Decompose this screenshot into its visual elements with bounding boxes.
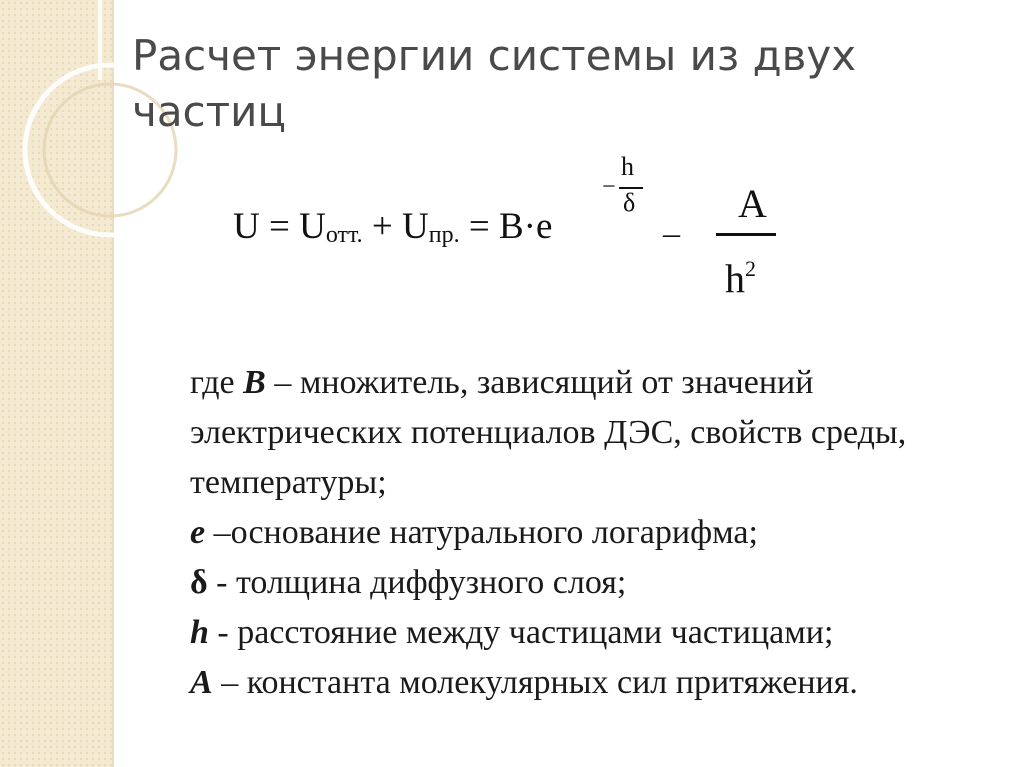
- definition-item: [190, 358, 1010, 508]
- fraction-denominator: [725, 245, 756, 303]
- denominator-base: h: [725, 256, 745, 301]
- definition-text: – константа молекулярных сил притяжения.: [212, 664, 858, 701]
- exponent-minus: −: [602, 174, 616, 200]
- energy-formula: [0, 0, 1024, 320]
- formula-plus: + U: [362, 206, 429, 247]
- definitions-list: [190, 358, 1010, 708]
- definition-item: [190, 558, 1010, 608]
- formula-minus: –: [663, 215, 680, 252]
- fraction-numerator: A: [738, 181, 767, 226]
- formula-lhs: U = U: [233, 206, 326, 247]
- definition-symbol: B: [243, 364, 266, 401]
- definition-item: [190, 608, 1010, 658]
- definition-text: - толщина диффузного слоя;: [207, 564, 627, 601]
- formula-sub-attraction: пр.: [428, 222, 460, 248]
- definition-symbol: δ: [190, 564, 208, 601]
- exponent-numerator: h: [621, 152, 634, 181]
- definition-text: –основание натурального логарифма;: [205, 514, 758, 551]
- definition-symbol: h: [190, 614, 209, 651]
- slide-title: Расчет энергии системы из двух частиц: [132, 31, 857, 136]
- definition-item: [190, 658, 1010, 708]
- definition-item: [190, 508, 1010, 558]
- definition-symbol: e: [190, 514, 206, 551]
- definition-text: – множитель, зависящий от значений электрических потенциалов ДЭС, свойств среды, температуры;: [190, 364, 907, 501]
- formula-eq: = B·e: [459, 206, 553, 247]
- fraction-bar: [716, 233, 776, 236]
- exponent-denominator: δ: [623, 188, 636, 217]
- definition-prefix: где: [190, 364, 244, 401]
- definition-text: - расстояние между частицами частицами;: [208, 614, 834, 651]
- formula-sub-repulsion: отт.: [325, 222, 363, 248]
- formula-main: [233, 205, 552, 257]
- denominator-power: 2: [745, 256, 756, 281]
- definition-symbol: A: [190, 664, 213, 701]
- formula-exponent: [602, 152, 652, 232]
